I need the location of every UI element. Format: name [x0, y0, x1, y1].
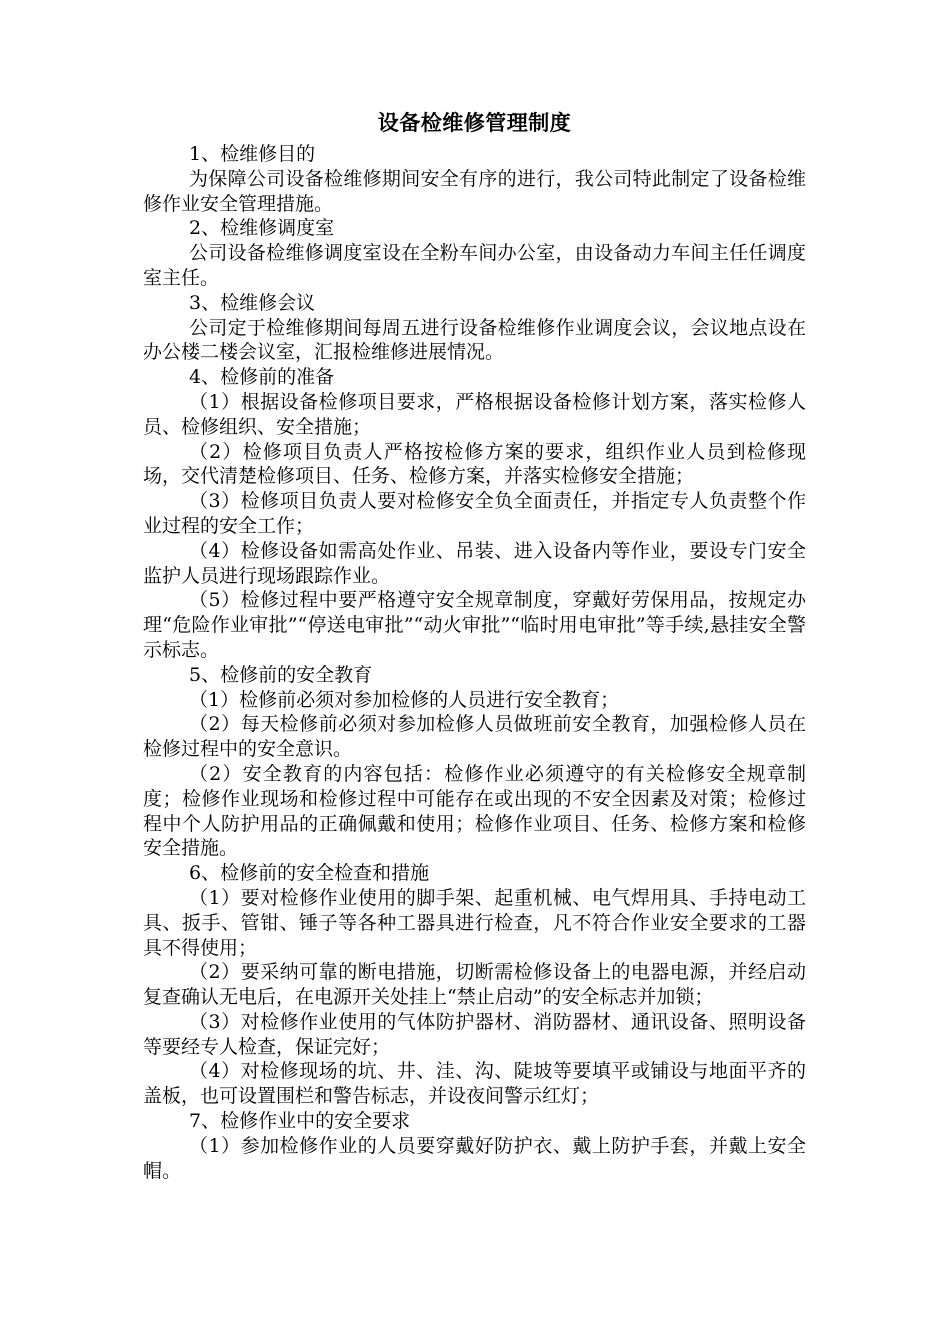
list-item: （2）检修项目负责人严格按检修方案的要求，组织作业人员到检修现场，交代清楚检修项目、任务、检修方案，并落实检修安全措施；	[143, 440, 806, 488]
section-heading-2: 2、检维修调度室	[189, 217, 335, 240]
list-item: （1）参加检修作业的人员要穿戴好防护衣、戴上防护手套，并戴上安全帽。	[143, 1134, 806, 1182]
document-title: 设备检维修管理制度	[377, 111, 572, 135]
paragraph: 为保障公司设备检维修期间安全有序的进行，我公司特此制定了设备检维修作业安全管理措施。	[143, 167, 806, 215]
list-item: （2）安全教育的内容包括：检修作业必须遵守的有关检修安全规章制度；检修作业现场和检修过程中可能存在或出现的不安全因素及对策；检修过程中个人防护用品的正确佩戴和使用；检修作业项目、任务、检修方案和检修安全措施。	[143, 762, 806, 860]
list-item: （1）根据设备检修项目要求，严格根据设备检修计划方案，落实检修人员、检修组织、安全措施；	[143, 390, 806, 438]
list-item: （1）要对检修作业使用的脚手架、起重机械、电气焊用具、手持电动工具、扳手、管钳、锤子等各种工器具进行检查，凡不符合作业安全要求的工器具不得使用；	[143, 886, 806, 959]
list-item: （5）检修过程中要严格遵守安全规章制度，穿戴好劳保用品，按规定办理“危险作业审批”“停送电审批”“动火审批”“临时用电审批”等手续,悬挂安全警示标志。	[143, 589, 806, 661]
list-item: （3）对检修作业使用的气体防护器材、消防器材、通讯设备、照明设备等要经专人检查，保证完好；	[143, 1010, 806, 1058]
list-item: （4）检修设备如需高处作业、吊装、进入设备内等作业，要设专门安全监护人员进行现场跟踪作业。	[143, 539, 806, 587]
section-heading-6: 6、检修前的安全检查和措施	[189, 862, 430, 885]
paragraph: 公司设备检维修调度室设在全粉车间办公室，由设备动力车间主任任调度室主任。	[143, 242, 806, 289]
list-item: （3）检修项目负责人要对检修安全负全面责任，并指定专人负责整个作业过程的安全工作；	[143, 490, 806, 537]
section-heading-4: 4、检修前的准备	[189, 366, 335, 389]
list-item: （2）要采纳可靠的断电措施，切断需检修设备上的电器电源，并经启动复查确认无电后，在电源开关处挂上“禁止启动”的安全标志并加锁；	[143, 961, 806, 1009]
section-heading-3: 3、检维修会议	[189, 291, 316, 314]
paragraph: 公司定于检维修期间每周五进行设备检维修作业调度会议，会议地点设在办公楼二楼会议室，汇报检维修进展情况。	[143, 316, 806, 364]
section-heading-7: 7、检修作业中的安全要求	[189, 1110, 411, 1133]
document-page	[143, 108, 806, 1183]
section-heading-1: 1、检维修目的	[189, 143, 316, 165]
list-item: （2）每天检修前必须对参加检修人员做班前安全教育，加强检修人员在检修过程中的安全意识。	[143, 713, 806, 761]
list-item: （1）检修前必须对参加检修的人员进行安全教育；	[189, 688, 620, 711]
list-item: （4）对检修现场的坑、井、洼、沟、陡坡等要填平或铺设与地面平齐的盖板，也可设置围栏和警告标志，并设夜间警示红灯；	[143, 1060, 806, 1108]
section-heading-5: 5、检修前的安全教育	[189, 663, 373, 686]
